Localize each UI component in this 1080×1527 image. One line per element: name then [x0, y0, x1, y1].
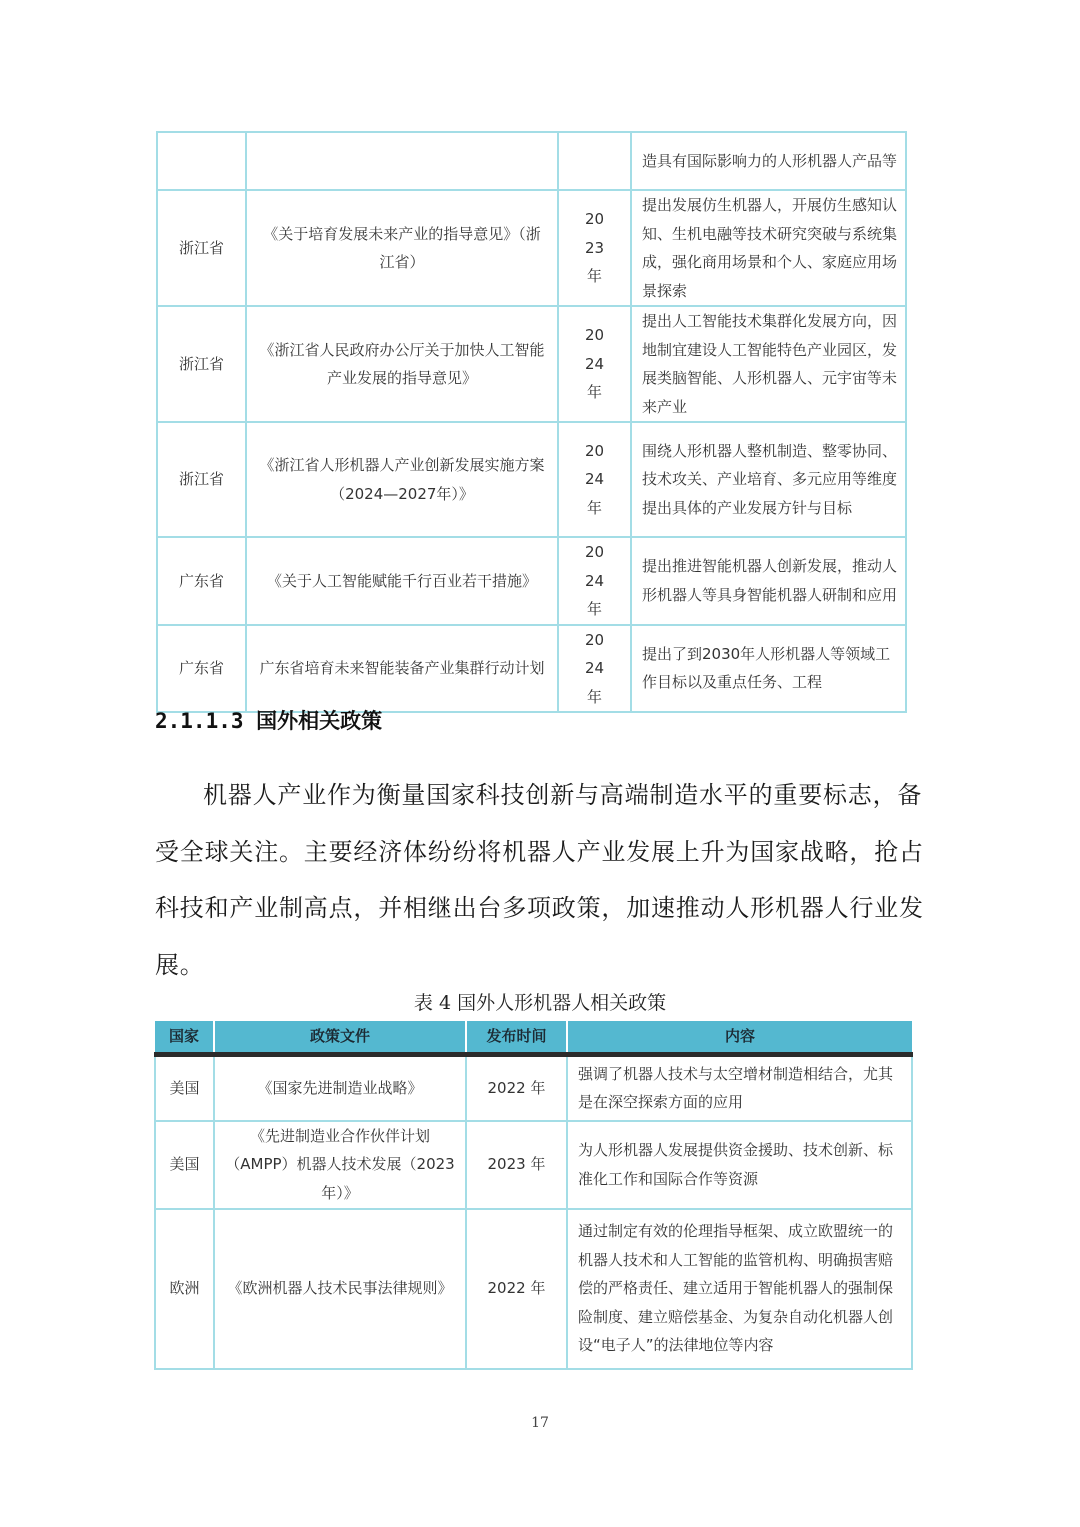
policy-document-cell: 《先进制造业合作伙伴计划（AMPP）机器人技术发展（2023年）》 — [214, 1121, 466, 1209]
year-cell — [558, 190, 631, 306]
policy-document-cell: 《关于培育发展未来产业的指导意见》（浙江省） — [246, 190, 558, 306]
table-row — [157, 537, 906, 625]
table-row — [155, 1055, 912, 1121]
body-paragraph: 机器人产业作为衡量国家科技创新与高端制造水平的重要标志，备受全球关注。主要经济体纷纷将机器人产业发展上升为国家战略，抢占科技和产业制高点，并相继出台多项政策，加速推动人形机器人行业发展。 — [155, 781, 924, 980]
year-text: 2024年 — [584, 441, 605, 517]
table-row — [157, 132, 906, 190]
table-row — [155, 1209, 912, 1369]
content-cell: 造具有国际影响力的人形机器人产品等 — [631, 132, 906, 190]
table-row — [157, 190, 906, 306]
section-heading — [155, 705, 382, 735]
year-text: 2023年 — [584, 210, 605, 286]
country-cell: 美国 — [155, 1055, 214, 1121]
regional-policy-table-continued — [156, 131, 907, 713]
column-header-date: 发布时间 — [466, 1021, 567, 1055]
content-cell: 提出人工智能技术集群化发展方向，因地制宜建设人工智能特色产业园区，发展类脑智能、人形机器人、元宇宙等未来产业 — [631, 306, 906, 422]
year-text: 2024年 — [584, 326, 605, 402]
year-cell — [558, 306, 631, 422]
table-row — [157, 306, 906, 422]
region-cell: 浙江省 — [157, 190, 246, 306]
country-cell: 美国 — [155, 1121, 214, 1209]
year-cell — [558, 132, 631, 190]
foreign-policy-table — [154, 1021, 913, 1370]
year-cell — [558, 422, 631, 537]
policy-document-cell: 《欧洲机器人技术民事法律规则》 — [214, 1209, 466, 1369]
date-cell: 2022 年 — [466, 1209, 567, 1369]
policy-document-cell: 《国家先进制造业战略》 — [214, 1055, 466, 1121]
year-text: 2024年 — [584, 543, 605, 618]
region-cell: 广东省 — [157, 537, 246, 625]
region-cell: 浙江省 — [157, 422, 246, 537]
region-cell — [157, 132, 246, 190]
policy-document-cell: 《关于人工智能赋能千行百业若干措施》 — [246, 537, 558, 625]
policy-document-cell — [246, 132, 558, 190]
column-header-content: 内容 — [567, 1021, 912, 1055]
content-cell: 为人形机器人发展提供资金援助、技术创新、标准化工作和国际合作等资源 — [567, 1121, 912, 1209]
content-cell: 提出发展仿生机器人，开展仿生感知认知、生机电融等技术研究突破与系统集成，强化商用场景和个人、家庭应用场景探索 — [631, 190, 906, 306]
column-header-country: 国家 — [155, 1021, 214, 1055]
column-header-document: 政策文件 — [214, 1021, 466, 1055]
section-number: 2.1.1.3 — [155, 709, 244, 733]
year-text: 2024年 — [584, 630, 605, 706]
content-cell: 提出了到2030年人形机器人等领域工作目标以及重点任务、工程 — [631, 625, 906, 713]
region-cell: 浙江省 — [157, 306, 246, 422]
table-row — [157, 625, 906, 713]
content-cell: 提出推进智能机器人创新发展，推动人形机器人等具身智能机器人研制和应用 — [631, 537, 906, 625]
content-cell: 强调了机器人技术与太空增材制造相结合，尤其是在深空探索方面的应用 — [567, 1055, 912, 1121]
policy-document-cell: 《浙江省人形机器人产业创新发展实施方案（2024—2027年）》 — [246, 422, 558, 537]
country-cell: 欧洲 — [155, 1209, 214, 1369]
year-cell — [558, 537, 631, 625]
date-cell: 2022 年 — [466, 1055, 567, 1121]
policy-document-cell: 《浙江省人民政府办公厅关于加快人工智能产业发展的指导意见》 — [246, 306, 558, 422]
page-number: 17 — [531, 1415, 549, 1431]
region-cell: 广东省 — [157, 625, 246, 713]
year-cell — [558, 625, 631, 713]
table-caption: 表 4 国外人形机器人相关政策 — [413, 992, 667, 1014]
section-title: 国外相关政策 — [256, 709, 383, 733]
content-cell: 围绕人形机器人整机制造、整零协同、技术攻关、产业培育、多元应用等维度提出具体的产业发展方针与目标 — [631, 422, 906, 537]
table-row — [155, 1121, 912, 1209]
table-row — [157, 422, 906, 537]
content-cell: 通过制定有效的伦理指导框架、成立欧盟统一的机器人技术和人工智能的监管机构、明确损害赔偿的严格责任、建立适用于智能机器人的强制保险制度、建立赔偿基金、为复杂自动化机器人创设“电子人”的法律地位等内容 — [567, 1209, 912, 1369]
table-header-row — [155, 1021, 912, 1055]
date-cell: 2023 年 — [466, 1121, 567, 1209]
policy-document-cell: 广东省培育未来智能装备产业集群行动计划 — [246, 625, 558, 713]
